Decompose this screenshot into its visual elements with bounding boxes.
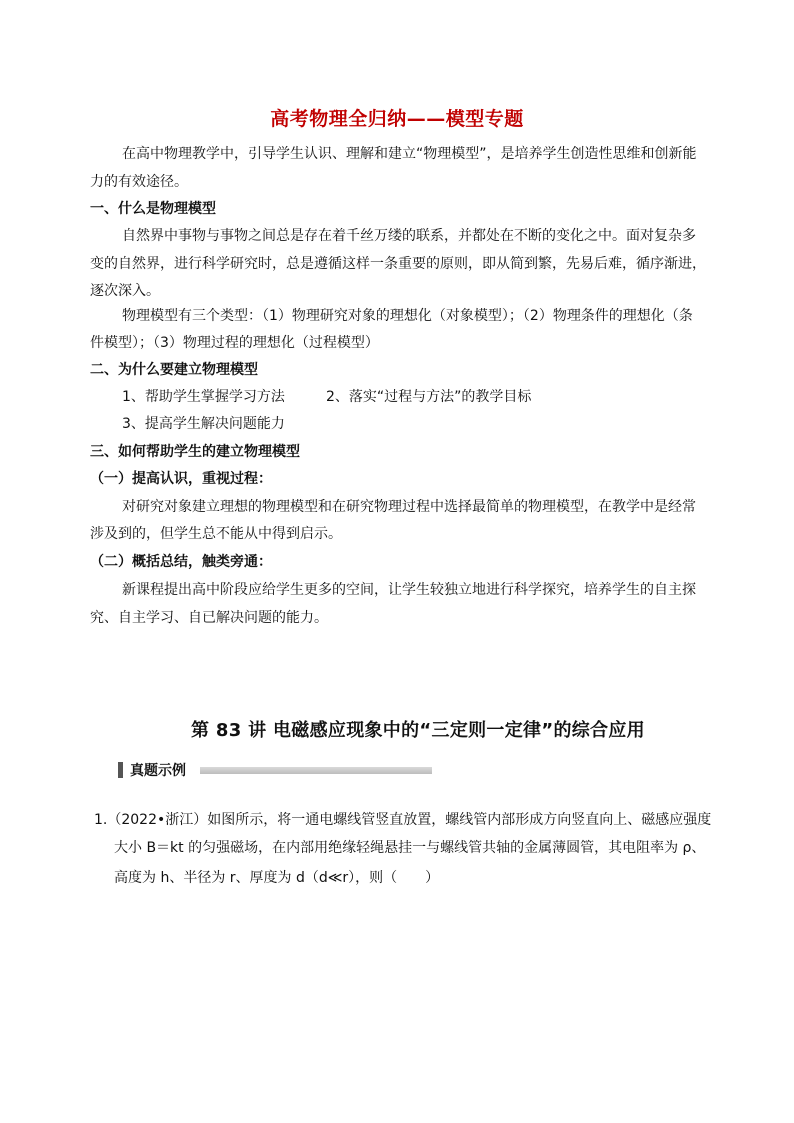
section-1-heading: 一、什么是物理模型 xyxy=(90,201,216,217)
section-tag-divider xyxy=(200,767,432,774)
section-3-sub-1-line-2: 涉及到的，但学生总不能从中得到启示。 xyxy=(90,526,342,542)
section-tag-label: 真题示例 xyxy=(130,763,186,779)
lecture-title: 第 83 讲 电磁感应现象中的“三定则一定律”的综合应用 xyxy=(191,720,645,741)
section-3-sub-1-line-1: 对研究对象建立理想的物理模型和在研究物理过程中选择最简单的物理模型，在教学中是经常 xyxy=(122,499,696,515)
section-1-para-1-line-1: 自然界中事物与事物之间总是存在着千丝万缕的联系，并都处在不断的变化之中。面对复杂多 xyxy=(122,228,696,244)
section-tag-bar xyxy=(118,762,123,778)
intro-line-1: 在高中物理教学中，引导学生认识、理解和建立“物理模型”，是培养学生创造性思维和创新能 xyxy=(122,146,697,162)
document-title: 高考物理全归纳——模型专题 xyxy=(270,108,524,130)
section-1-para-1-line-3: 逐次深入。 xyxy=(90,283,160,299)
section-3-sub-2-heading: （二）概括总结，触类旁通： xyxy=(90,554,272,570)
section-3-sub-2-line-2: 究、自主学习、自已解决问题的能力。 xyxy=(90,610,328,626)
section-1-para-1-line-2: 变的自然界，进行科学研究时，总是遵循这样一条重要的原则，即从简到繁，先易后难，循序渐进， xyxy=(90,256,706,272)
section-2-item-2: 2、落实“过程与方法”的教学目标 xyxy=(326,389,532,405)
section-tag xyxy=(118,760,432,780)
section-2-heading: 二、为什么要建立物理模型 xyxy=(90,362,258,378)
intro-line-2: 力的有效途径。 xyxy=(90,174,188,190)
question-line-2: 大小 B＝kt 的匀强磁场，在内部用绝缘轻绳悬挂一与螺线管共轴的金属薄圆管，其电阻率为 ρ、 xyxy=(114,840,706,856)
question-line-3: 高度为 h、半径为 r、厚度为 d（d≪r），则（ ） xyxy=(114,870,440,886)
section-3-sub-1-heading: （一）提高认识，重视过程： xyxy=(90,471,272,487)
section-2-item-1: 1、帮助学生掌握学习方法 xyxy=(122,389,285,405)
question-line-1: 1.（2022•浙江）如图所示，将一通电螺线管竖直放置，螺线管内部形成方向竖直向上、磁感应强度 xyxy=(94,812,712,828)
section-2-item-3: 3、提高学生解决问题能力 xyxy=(122,416,285,432)
section-3-heading: 三、如何帮助学生的建立物理模型 xyxy=(90,444,300,460)
section-1-para-2-line-1: 物理模型有三个类型：（1）物理研究对象的理想化（对象模型）；（2）物理条件的理想化（条 xyxy=(122,308,693,324)
section-3-sub-2-line-1: 新课程提出高中阶段应给学生更多的空间，让学生较独立地进行科学探究，培养学生的自主探 xyxy=(122,582,696,598)
section-1-para-2-line-2: 件模型）；（3）物理过程的理想化（过程模型） xyxy=(90,335,379,351)
